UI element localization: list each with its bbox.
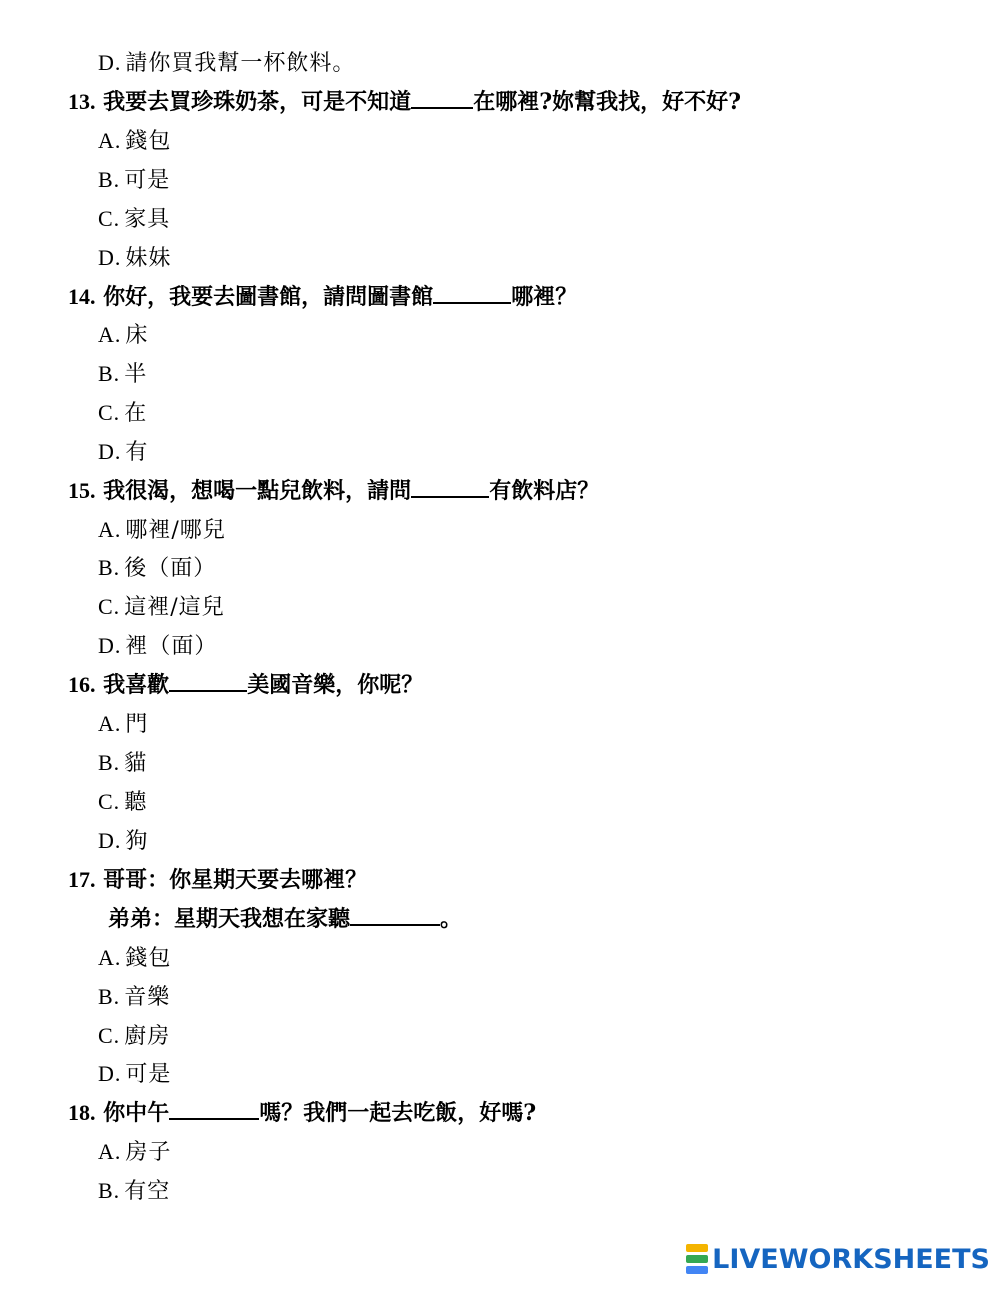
option-text: 床: [125, 323, 149, 348]
logo-mark-icon: [686, 1244, 708, 1274]
option-text: 這裡/這兒: [124, 595, 225, 620]
logo-mark-bar: [686, 1266, 708, 1274]
question-text: 我要去買珍珠奶茶，可是不知道: [103, 89, 412, 115]
question-14: [68, 282, 577, 312]
option-letter: D.: [98, 439, 122, 464]
option-text: 錢包: [125, 129, 172, 154]
option-text: 廚房: [124, 1024, 171, 1049]
option-a[interactable]: [98, 943, 171, 974]
answer-blank[interactable]: [411, 87, 473, 109]
question-text: 你好，我要去圖書館，請問圖書館: [103, 284, 434, 310]
answer-blank[interactable]: [169, 670, 247, 692]
option-text: 可是: [125, 1062, 172, 1087]
question-text-end: 在哪裡?妳幫我找，好不好?: [473, 89, 741, 115]
option-text: 哪裡/哪兒: [125, 518, 226, 543]
option-d[interactable]: [98, 243, 171, 274]
option-letter: C.: [98, 594, 121, 619]
question-number: 17.: [68, 867, 96, 892]
question-number: 14.: [68, 284, 96, 309]
option-letter: A.: [98, 128, 122, 153]
question-number: 15.: [68, 478, 96, 503]
option-a[interactable]: [98, 1137, 171, 1168]
option-text: 聽: [124, 790, 148, 815]
option-text: 裡（面）: [125, 634, 218, 659]
question-text: 弟弟：星期天我想在家聽: [108, 906, 351, 932]
option-letter: A.: [98, 517, 122, 542]
option-b[interactable]: [98, 359, 147, 390]
liveworksheets-logo[interactable]: [686, 1241, 990, 1277]
option-text: 在: [124, 401, 148, 426]
question-13: [68, 87, 741, 117]
question-number: 18.: [68, 1100, 96, 1125]
question-18: [68, 1098, 536, 1128]
question-number: 16.: [68, 672, 96, 697]
option-c[interactable]: [98, 1021, 170, 1052]
option-c[interactable]: [98, 398, 147, 429]
option-c[interactable]: [98, 204, 170, 235]
option-letter: B.: [98, 750, 121, 775]
question-text: 我很渴，想喝一點兒飲料，請問: [103, 478, 412, 504]
option-letter: B.: [98, 167, 121, 192]
option-a[interactable]: [98, 126, 171, 157]
option-a[interactable]: [98, 709, 148, 740]
logo-text: LIVEWORKSHEETS: [712, 1243, 990, 1275]
option-letter: D.: [98, 50, 122, 75]
option-text: 狗: [125, 829, 149, 854]
option-text: 半: [124, 362, 148, 387]
option-a[interactable]: [98, 320, 148, 351]
question-17: [68, 865, 367, 895]
option-c[interactable]: [98, 592, 225, 623]
option-letter: C.: [98, 789, 121, 814]
answer-blank[interactable]: [350, 904, 440, 926]
question-text-end: 嗎？我們一起去吃飯，好嗎?: [259, 1100, 537, 1126]
option-d[interactable]: [98, 1059, 171, 1090]
answer-blank[interactable]: [433, 282, 511, 304]
question-number: 13.: [68, 89, 96, 114]
question-text: 哥哥：你星期天要去哪裡？: [103, 867, 368, 893]
question-text-end: 哪裡？: [511, 284, 578, 310]
option-letter: C.: [98, 400, 121, 425]
option-letter: B.: [98, 555, 121, 580]
option-text: 門: [125, 712, 149, 737]
option-text: 房子: [125, 1140, 172, 1165]
option-d[interactable]: [98, 631, 217, 662]
answer-blank[interactable]: [411, 476, 489, 498]
option-b[interactable]: [98, 982, 170, 1013]
option-letter: C.: [98, 206, 121, 231]
option-text: 可是: [124, 168, 171, 193]
option-letter: D.: [98, 633, 122, 658]
option-text: 有: [125, 440, 149, 465]
option-text: 後（面）: [124, 556, 217, 581]
logo-mark-bar: [686, 1255, 708, 1263]
option-letter: C.: [98, 1023, 121, 1048]
option-letter: D.: [98, 1061, 122, 1086]
question-17-dialogue-line: [108, 904, 462, 934]
question-text: 你中午: [103, 1100, 170, 1126]
option-text: 妹妹: [125, 246, 172, 271]
answer-blank[interactable]: [169, 1098, 259, 1120]
question-text-end: 美國音樂，你呢？: [247, 672, 424, 698]
question-16: [68, 670, 423, 700]
option-text: 家具: [124, 207, 171, 232]
option-letter: D.: [98, 245, 122, 270]
option-letter: A.: [98, 711, 122, 736]
option-text: 有空: [124, 1179, 171, 1204]
question-text-end: 有飲料店？: [489, 478, 600, 504]
option-d[interactable]: [98, 437, 148, 468]
option-b[interactable]: [98, 1176, 170, 1207]
option-text: 請你買我幫一杯飲料。: [125, 51, 356, 76]
option-b[interactable]: [98, 165, 170, 196]
option-d[interactable]: [98, 826, 148, 857]
option-d-q12: [98, 48, 355, 79]
option-b[interactable]: [98, 553, 216, 584]
question-text: 我喜歡: [103, 672, 170, 698]
option-letter: A.: [98, 322, 122, 347]
option-letter: B.: [98, 984, 121, 1009]
logo-mark-bar: [686, 1244, 708, 1252]
option-c[interactable]: [98, 787, 147, 818]
question-text-end: 。: [440, 906, 463, 932]
question-15: [68, 476, 599, 506]
option-letter: A.: [98, 1139, 122, 1164]
option-letter: B.: [98, 1178, 121, 1203]
option-a[interactable]: [98, 515, 226, 546]
option-b[interactable]: [98, 748, 147, 779]
option-text: 貓: [124, 751, 148, 776]
option-letter: B.: [98, 361, 121, 386]
option-text: 錢包: [125, 946, 172, 971]
option-text: 音樂: [124, 985, 171, 1010]
option-letter: A.: [98, 945, 122, 970]
option-letter: D.: [98, 828, 122, 853]
